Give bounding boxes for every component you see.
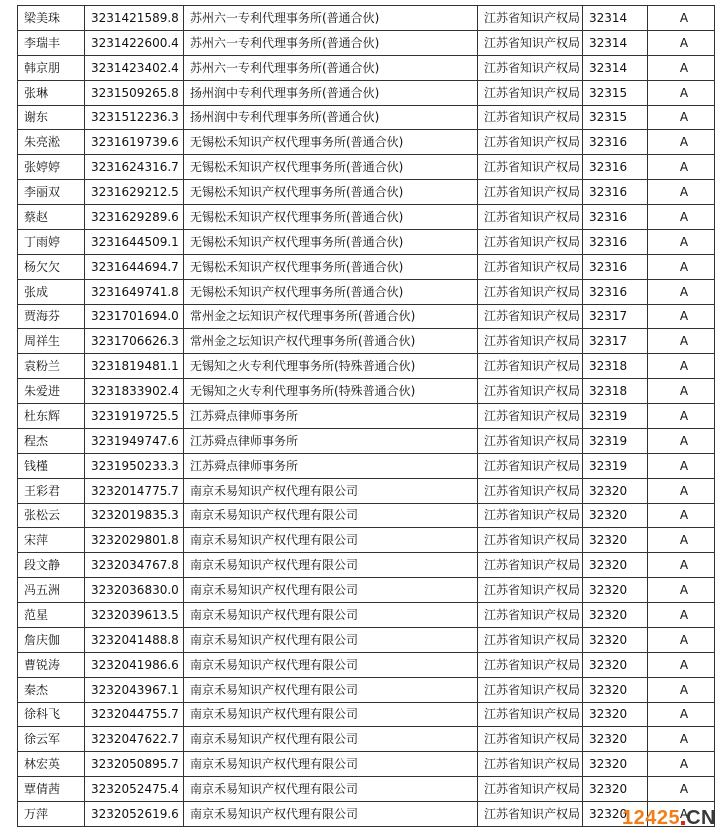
agency-name-cell: 无锡松禾知识产权代理事务所(普通合伙) — [184, 254, 478, 279]
table-row — [18, 478, 715, 503]
authority-cell: 江苏省知识产权局 — [478, 130, 583, 155]
grade-cell: A — [648, 229, 715, 254]
agency-code-cell: 32316 — [583, 180, 648, 205]
certificate-number-cell: 3231422600.4 — [85, 30, 184, 55]
authority-cell: 江苏省知识产权局 — [478, 180, 583, 205]
agency-code-cell: 32314 — [583, 6, 648, 31]
agency-code-cell: 32317 — [583, 329, 648, 354]
table-row — [18, 279, 715, 304]
agency-name-cell: 江苏舜点律师事务所 — [184, 453, 478, 478]
agent-name-cell: 覃倩茜 — [18, 777, 85, 802]
grade-cell: A — [648, 279, 715, 304]
agency-code-cell: 32316 — [583, 229, 648, 254]
table-row — [18, 752, 715, 777]
table-row — [18, 130, 715, 155]
table-row — [18, 379, 715, 404]
agent-name-cell: 曹锐涛 — [18, 652, 85, 677]
table-row — [18, 677, 715, 702]
agency-code-cell: 32320 — [583, 752, 648, 777]
agency-code-cell: 32316 — [583, 205, 648, 230]
certificate-number-cell: 3231949747.6 — [85, 428, 184, 453]
table-row — [18, 503, 715, 528]
certificate-number-cell: 3231509265.8 — [85, 80, 184, 105]
agency-code-cell: 32320 — [583, 627, 648, 652]
agent-name-cell: 蔡赵 — [18, 205, 85, 230]
authority-cell: 江苏省知识产权局 — [478, 304, 583, 329]
grade-cell: A — [648, 627, 715, 652]
authority-cell: 江苏省知识产权局 — [478, 777, 583, 802]
agency-name-cell: 南京禾易知识产权代理有限公司 — [184, 627, 478, 652]
authority-cell: 江苏省知识产权局 — [478, 55, 583, 80]
authority-cell: 江苏省知识产权局 — [478, 205, 583, 230]
authority-cell: 江苏省知识产权局 — [478, 603, 583, 628]
agency-code-cell: 32314 — [583, 30, 648, 55]
certificate-number-cell: 3231919725.5 — [85, 404, 184, 429]
grade-cell: A — [648, 155, 715, 180]
authority-cell: 江苏省知识产权局 — [478, 727, 583, 752]
grade-cell: A — [648, 354, 715, 379]
table-row — [18, 428, 715, 453]
certificate-number-cell: 3232052475.4 — [85, 777, 184, 802]
agent-list-body — [18, 6, 715, 827]
table-row — [18, 180, 715, 205]
agency-code-cell: 32320 — [583, 503, 648, 528]
table-row — [18, 30, 715, 55]
table-row — [18, 627, 715, 652]
agent-name-cell: 杨欠欠 — [18, 254, 85, 279]
authority-cell: 江苏省知识产权局 — [478, 354, 583, 379]
watermark-main: 12425 — [621, 806, 681, 829]
certificate-number-cell: 3231629289.6 — [85, 205, 184, 230]
agent-name-cell: 李丽双 — [18, 180, 85, 205]
certificate-number-cell: 3231619739.6 — [85, 130, 184, 155]
agency-code-cell: 32316 — [583, 279, 648, 304]
agency-code-cell: 32320 — [583, 578, 648, 603]
table-row — [18, 802, 715, 827]
site-watermark — [622, 807, 716, 829]
table-row — [18, 578, 715, 603]
certificate-number-cell: 3231624316.7 — [85, 155, 184, 180]
certificate-number-cell: 3232041986.6 — [85, 652, 184, 677]
certificate-number-cell: 3231421589.8 — [85, 6, 184, 31]
certificate-number-cell: 3232047622.7 — [85, 727, 184, 752]
agency-name-cell: 南京禾易知识产权代理有限公司 — [184, 752, 478, 777]
agency-name-cell: 无锡知之火专利代理事务所(特殊普通合伙) — [184, 354, 478, 379]
agency-code-cell: 32315 — [583, 105, 648, 130]
grade-cell: A — [648, 478, 715, 503]
grade-cell: A — [648, 578, 715, 603]
agent-name-cell: 詹庆伽 — [18, 627, 85, 652]
authority-cell: 江苏省知识产权局 — [478, 677, 583, 702]
grade-cell: A — [648, 677, 715, 702]
table-row — [18, 404, 715, 429]
certificate-number-cell: 3231423402.4 — [85, 55, 184, 80]
grade-cell: A — [648, 503, 715, 528]
agency-code-cell: 32320 — [583, 553, 648, 578]
agency-name-cell: 苏州六一专利代理事务所(普通合伙) — [184, 30, 478, 55]
agent-name-cell: 段文静 — [18, 553, 85, 578]
grade-cell: A — [648, 180, 715, 205]
dot-icon — [681, 821, 685, 825]
grade-cell: A — [648, 6, 715, 31]
agency-name-cell: 南京禾易知识产权代理有限公司 — [184, 777, 478, 802]
table-row — [18, 155, 715, 180]
agency-name-cell: 常州金之坛知识产权代理事务所(普通合伙) — [184, 304, 478, 329]
authority-cell: 江苏省知识产权局 — [478, 652, 583, 677]
agency-code-cell: 32320 — [583, 802, 648, 827]
authority-cell: 江苏省知识产权局 — [478, 752, 583, 777]
agency-code-cell: 32320 — [583, 652, 648, 677]
table-row — [18, 105, 715, 130]
grade-cell: A — [648, 603, 715, 628]
agent-name-cell: 谢东 — [18, 105, 85, 130]
authority-cell: 江苏省知识产权局 — [478, 229, 583, 254]
agency-code-cell: 32320 — [583, 528, 648, 553]
agent-name-cell: 张婷婷 — [18, 155, 85, 180]
agent-name-cell: 梁美珠 — [18, 6, 85, 31]
agency-code-cell: 32320 — [583, 702, 648, 727]
agent-name-cell: 张琳 — [18, 80, 85, 105]
grade-cell: A — [648, 130, 715, 155]
certificate-number-cell: 3231644509.1 — [85, 229, 184, 254]
agent-name-cell: 秦杰 — [18, 677, 85, 702]
grade-cell: A — [648, 254, 715, 279]
agency-code-cell: 32320 — [583, 603, 648, 628]
agency-name-cell: 无锡松禾知识产权代理事务所(普通合伙) — [184, 279, 478, 304]
grade-cell: A — [648, 404, 715, 429]
table-row — [18, 80, 715, 105]
agency-code-cell: 32319 — [583, 404, 648, 429]
agent-name-cell: 丁雨婷 — [18, 229, 85, 254]
authority-cell: 江苏省知识产权局 — [478, 404, 583, 429]
table-row — [18, 603, 715, 628]
agency-name-cell: 南京禾易知识产权代理有限公司 — [184, 503, 478, 528]
authority-cell: 江苏省知识产权局 — [478, 528, 583, 553]
agent-name-cell: 朱亮淞 — [18, 130, 85, 155]
table-row — [18, 453, 715, 478]
certificate-number-cell: 3232014775.7 — [85, 478, 184, 503]
agency-name-cell: 苏州六一专利代理事务所(普通合伙) — [184, 55, 478, 80]
authority-cell: 江苏省知识产权局 — [478, 478, 583, 503]
agency-name-cell: 南京禾易知识产权代理有限公司 — [184, 677, 478, 702]
authority-cell: 江苏省知识产权局 — [478, 428, 583, 453]
authority-cell: 江苏省知识产权局 — [478, 30, 583, 55]
certificate-number-cell: 3231706626.3 — [85, 329, 184, 354]
agency-code-cell: 32318 — [583, 354, 648, 379]
agent-name-cell: 钱槿 — [18, 453, 85, 478]
agency-name-cell: 南京禾易知识产权代理有限公司 — [184, 578, 478, 603]
certificate-number-cell: 3231819481.1 — [85, 354, 184, 379]
table-row — [18, 304, 715, 329]
table-row — [18, 528, 715, 553]
table-row — [18, 553, 715, 578]
agent-name-cell: 贾海芬 — [18, 304, 85, 329]
certificate-number-cell: 3231649741.8 — [85, 279, 184, 304]
grade-cell: A — [648, 727, 715, 752]
certificate-number-cell: 3232039613.5 — [85, 603, 184, 628]
grade-cell: A — [648, 802, 715, 827]
agency-name-cell: 无锡松禾知识产权代理事务所(普通合伙) — [184, 180, 478, 205]
agency-name-cell: 南京禾易知识产权代理有限公司 — [184, 652, 478, 677]
agency-name-cell: 南京禾易知识产权代理有限公司 — [184, 603, 478, 628]
grade-cell: A — [648, 528, 715, 553]
agency-code-cell: 32317 — [583, 304, 648, 329]
grade-cell: A — [648, 80, 715, 105]
certificate-number-cell: 3231629212.5 — [85, 180, 184, 205]
agency-name-cell: 无锡松禾知识产权代理事务所(普通合伙) — [184, 130, 478, 155]
agency-code-cell: 32320 — [583, 677, 648, 702]
agency-name-cell: 无锡松禾知识产权代理事务所(普通合伙) — [184, 155, 478, 180]
grade-cell: A — [648, 553, 715, 578]
grade-cell: A — [648, 453, 715, 478]
agency-name-cell: 江苏舜点律师事务所 — [184, 428, 478, 453]
agency-code-cell: 32316 — [583, 155, 648, 180]
authority-cell: 江苏省知识产权局 — [478, 279, 583, 304]
agent-name-cell: 冯五洲 — [18, 578, 85, 603]
agent-list-table — [17, 5, 715, 827]
table-row — [18, 354, 715, 379]
agent-name-cell: 徐云军 — [18, 727, 85, 752]
grade-cell: A — [648, 55, 715, 80]
agency-name-cell: 南京禾易知识产权代理有限公司 — [184, 528, 478, 553]
authority-cell: 江苏省知识产权局 — [478, 553, 583, 578]
grade-cell: A — [648, 428, 715, 453]
grade-cell: A — [648, 702, 715, 727]
agency-name-cell: 扬州润中专利代理事务所(普通合伙) — [184, 80, 478, 105]
authority-cell: 江苏省知识产权局 — [478, 254, 583, 279]
authority-cell: 江苏省知识产权局 — [478, 503, 583, 528]
certificate-number-cell: 3231644694.7 — [85, 254, 184, 279]
grade-cell: A — [648, 752, 715, 777]
certificate-number-cell: 3231950233.3 — [85, 453, 184, 478]
agent-name-cell: 林宏英 — [18, 752, 85, 777]
agent-name-cell: 周祥生 — [18, 329, 85, 354]
agency-name-cell: 南京禾易知识产权代理有限公司 — [184, 553, 478, 578]
agent-name-cell: 李瑞丰 — [18, 30, 85, 55]
certificate-number-cell: 3232019835.3 — [85, 503, 184, 528]
authority-cell: 江苏省知识产权局 — [478, 627, 583, 652]
certificate-number-cell: 3232041488.8 — [85, 627, 184, 652]
agent-name-cell: 王彩君 — [18, 478, 85, 503]
agency-code-cell: 32320 — [583, 777, 648, 802]
authority-cell: 江苏省知识产权局 — [478, 329, 583, 354]
agency-name-cell: 无锡知之火专利代理事务所(特殊普通合伙) — [184, 379, 478, 404]
agency-name-cell: 常州金之坛知识产权代理事务所(普通合伙) — [184, 329, 478, 354]
authority-cell: 江苏省知识产权局 — [478, 155, 583, 180]
agent-name-cell: 朱爱进 — [18, 379, 85, 404]
watermark-tld: CN — [686, 806, 716, 829]
agency-name-cell: 江苏舜点律师事务所 — [184, 404, 478, 429]
agent-name-cell: 韩京朋 — [18, 55, 85, 80]
agency-name-cell: 苏州六一专利代理事务所(普通合伙) — [184, 6, 478, 31]
table-row — [18, 254, 715, 279]
certificate-number-cell: 3231512236.3 — [85, 105, 184, 130]
grade-cell: A — [648, 205, 715, 230]
agent-name-cell: 杜东辉 — [18, 404, 85, 429]
agency-name-cell: 扬州润中专利代理事务所(普通合伙) — [184, 105, 478, 130]
agent-name-cell: 范星 — [18, 603, 85, 628]
agency-code-cell: 32320 — [583, 727, 648, 752]
agent-name-cell: 程杰 — [18, 428, 85, 453]
table-row — [18, 727, 715, 752]
agency-name-cell: 南京禾易知识产权代理有限公司 — [184, 727, 478, 752]
certificate-number-cell: 3232044755.7 — [85, 702, 184, 727]
agency-name-cell: 南京禾易知识产权代理有限公司 — [184, 702, 478, 727]
agent-name-cell: 张松云 — [18, 503, 85, 528]
grade-cell: A — [648, 105, 715, 130]
certificate-number-cell: 3232029801.8 — [85, 528, 184, 553]
authority-cell: 江苏省知识产权局 — [478, 453, 583, 478]
grade-cell: A — [648, 652, 715, 677]
agency-name-cell: 无锡松禾知识产权代理事务所(普通合伙) — [184, 229, 478, 254]
agent-name-cell: 宋萍 — [18, 528, 85, 553]
certificate-number-cell: 3231833902.4 — [85, 379, 184, 404]
authority-cell: 江苏省知识产权局 — [478, 6, 583, 31]
grade-cell: A — [648, 777, 715, 802]
table-row — [18, 329, 715, 354]
certificate-number-cell: 3231701694.0 — [85, 304, 184, 329]
table-row — [18, 229, 715, 254]
certificate-number-cell: 3232034767.8 — [85, 553, 184, 578]
agent-name-cell: 张成 — [18, 279, 85, 304]
agency-code-cell: 32316 — [583, 254, 648, 279]
agency-code-cell: 32318 — [583, 379, 648, 404]
table-row — [18, 702, 715, 727]
table-row — [18, 205, 715, 230]
agency-code-cell: 32319 — [583, 428, 648, 453]
certificate-number-cell: 3232050895.7 — [85, 752, 184, 777]
table-row — [18, 777, 715, 802]
agency-code-cell: 32320 — [583, 478, 648, 503]
agent-name-cell: 徐科飞 — [18, 702, 85, 727]
agency-name-cell: 南京禾易知识产权代理有限公司 — [184, 802, 478, 827]
authority-cell: 江苏省知识产权局 — [478, 578, 583, 603]
authority-cell: 江苏省知识产权局 — [478, 105, 583, 130]
certificate-number-cell: 3232052619.6 — [85, 802, 184, 827]
agency-code-cell: 32314 — [583, 55, 648, 80]
table-row — [18, 55, 715, 80]
authority-cell: 江苏省知识产权局 — [478, 702, 583, 727]
agency-name-cell: 无锡松禾知识产权代理事务所(普通合伙) — [184, 205, 478, 230]
agency-code-cell: 32319 — [583, 453, 648, 478]
grade-cell: A — [648, 329, 715, 354]
grade-cell: A — [648, 304, 715, 329]
grade-cell: A — [648, 379, 715, 404]
certificate-number-cell: 3232043967.1 — [85, 677, 184, 702]
table-row — [18, 6, 715, 31]
table-row — [18, 652, 715, 677]
authority-cell: 江苏省知识产权局 — [478, 80, 583, 105]
agent-name-cell: 袁粉兰 — [18, 354, 85, 379]
agent-name-cell: 万萍 — [18, 802, 85, 827]
authority-cell: 江苏省知识产权局 — [478, 379, 583, 404]
agency-name-cell: 南京禾易知识产权代理有限公司 — [184, 478, 478, 503]
authority-cell: 江苏省知识产权局 — [478, 802, 583, 827]
certificate-number-cell: 3232036830.0 — [85, 578, 184, 603]
grade-cell: A — [648, 30, 715, 55]
agency-code-cell: 32315 — [583, 80, 648, 105]
agency-code-cell: 32316 — [583, 130, 648, 155]
